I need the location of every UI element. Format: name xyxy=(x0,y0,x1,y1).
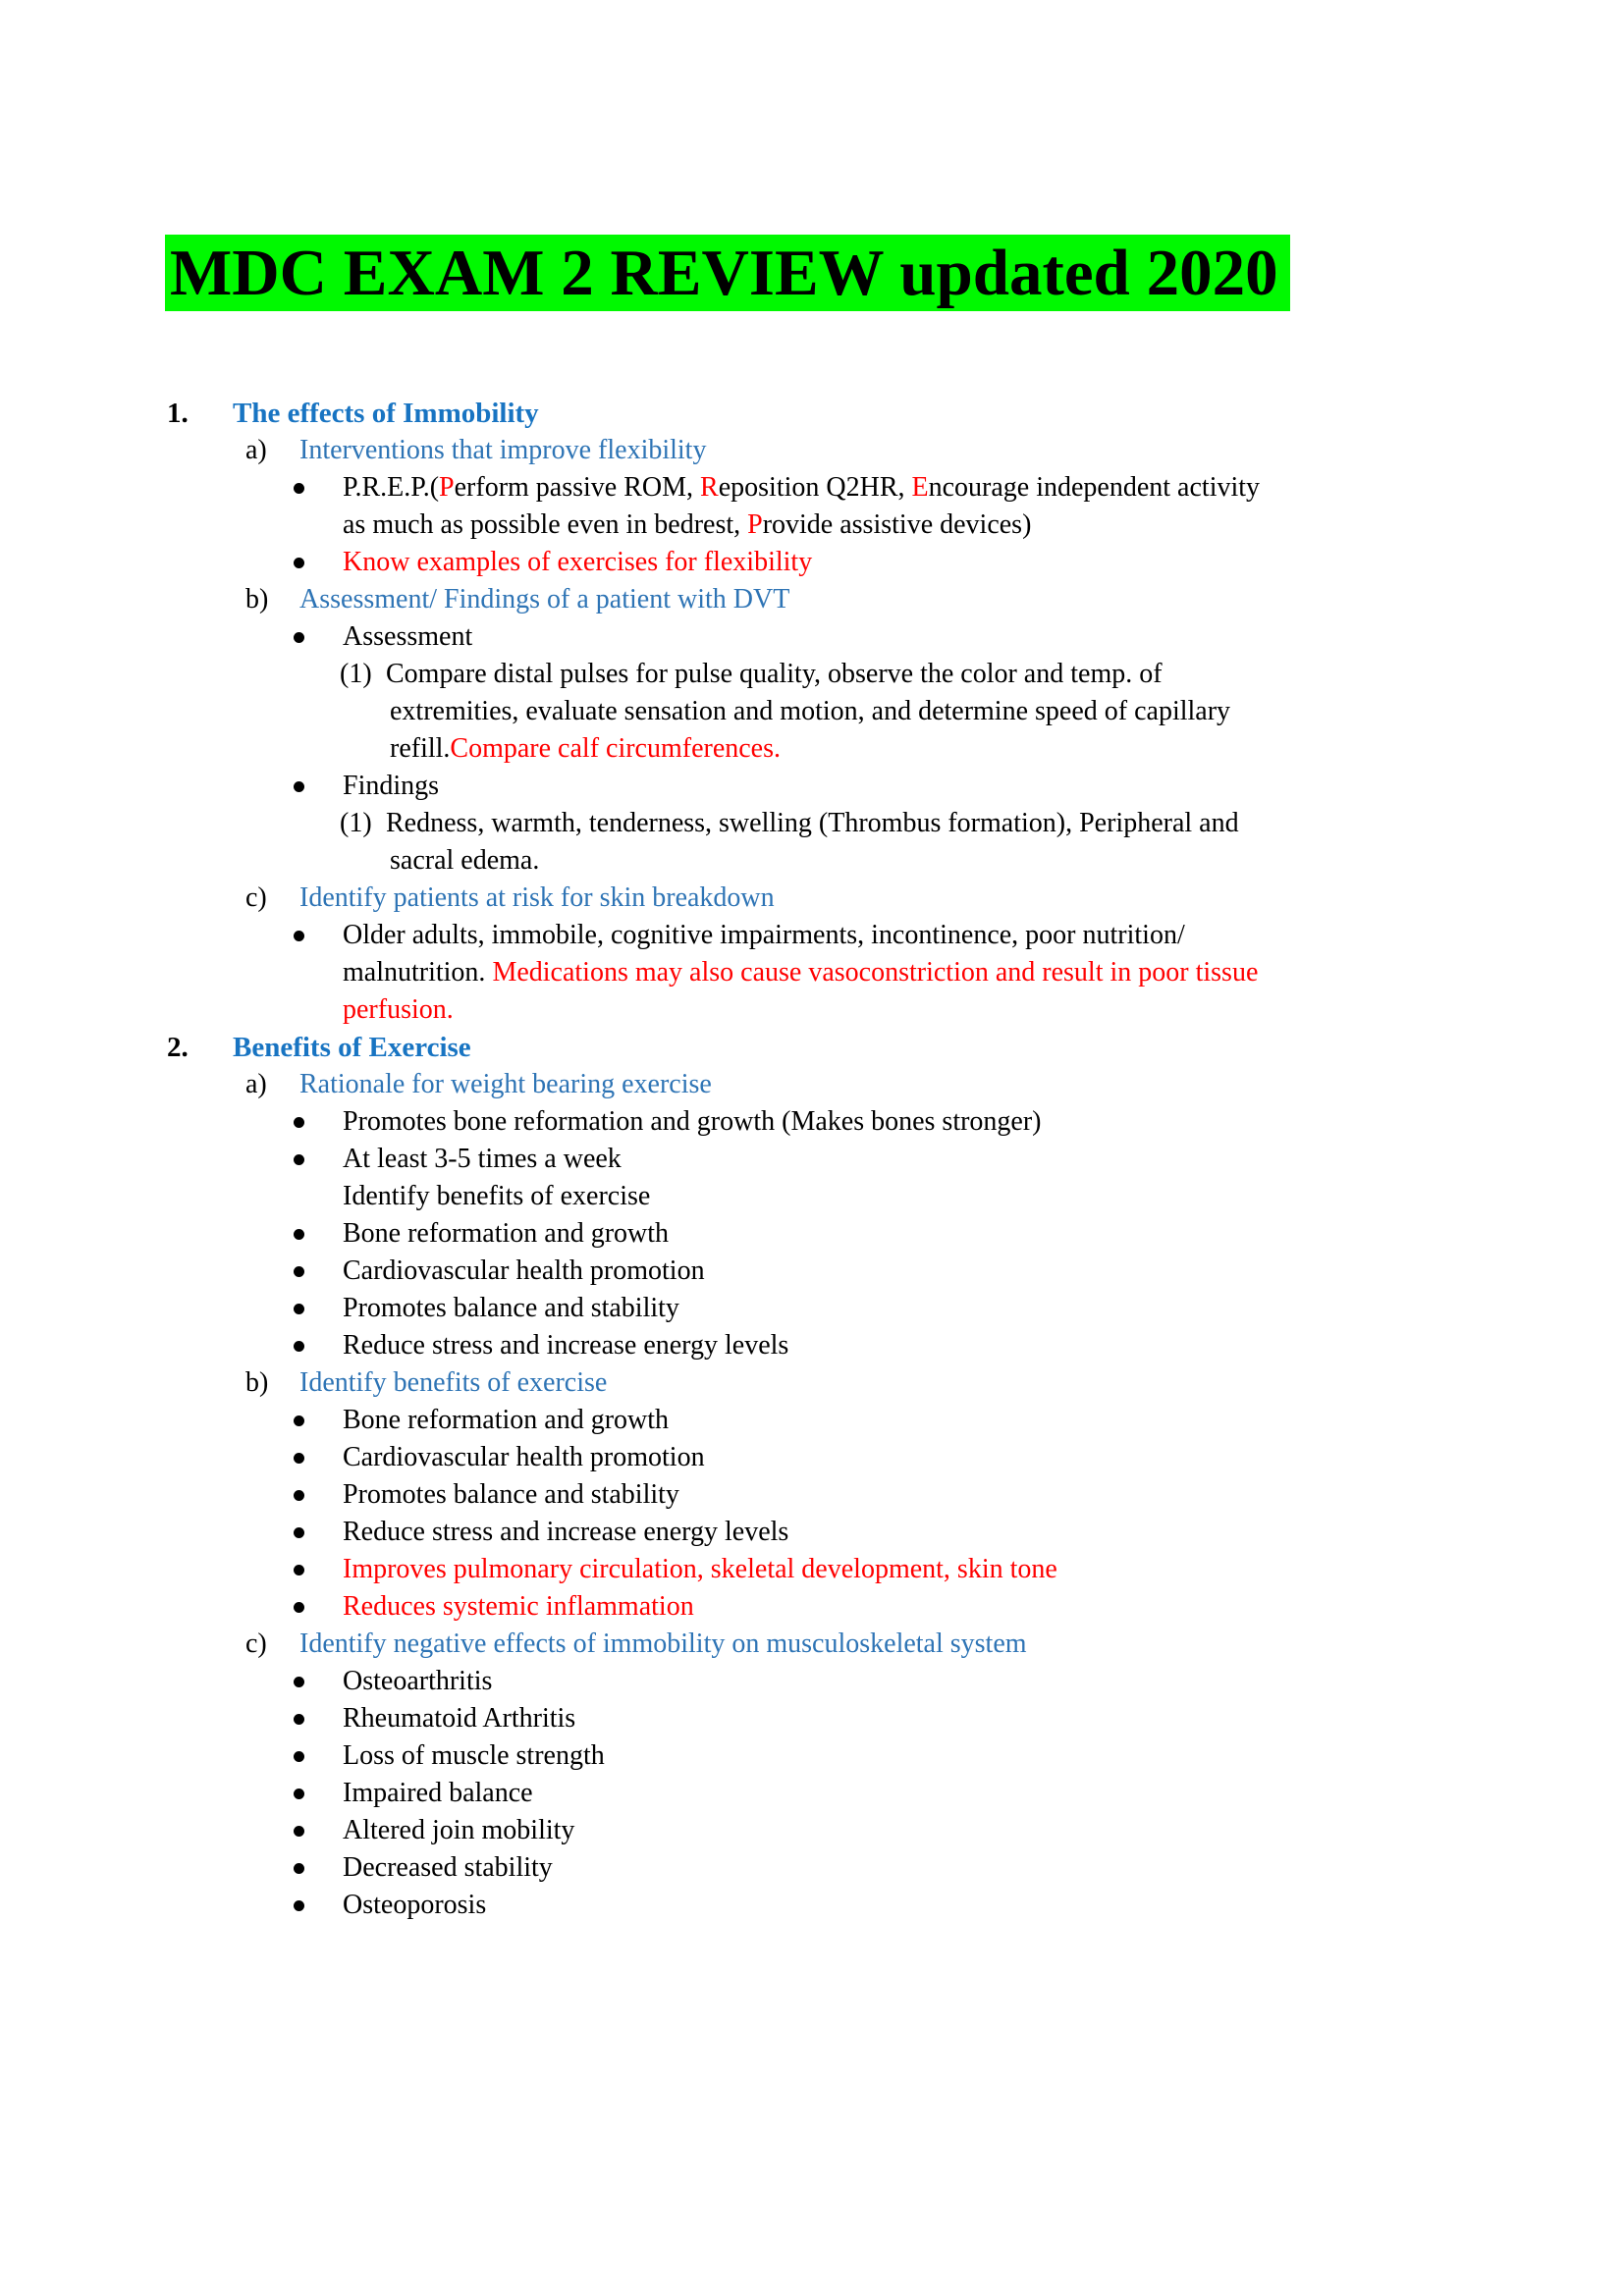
bullet-item-row xyxy=(0,1141,1624,1178)
item-continuation-row xyxy=(0,842,1624,880)
text-run-red: P xyxy=(439,472,455,503)
list-marker: b) xyxy=(245,1367,269,1398)
subsection-heading-row xyxy=(0,1364,1624,1402)
bullet-icon xyxy=(294,1677,304,1687)
text-run-red: perfusion. xyxy=(343,994,454,1025)
row-text xyxy=(386,805,1239,842)
text-run-red: Medications may also cause vasoconstriction and result in poor tissue xyxy=(492,957,1259,988)
row-text xyxy=(343,1849,553,1887)
row-text xyxy=(343,991,454,1029)
text-run-red: P xyxy=(747,509,763,540)
text-run-red: Compare calf circumferences. xyxy=(450,733,782,764)
bullet-icon xyxy=(294,483,304,494)
text-run: Cardiovascular health promotion xyxy=(343,1255,705,1286)
subsection-heading-row xyxy=(0,1066,1624,1103)
subsection-heading-row xyxy=(0,880,1624,917)
text-run: The effects of Immobility xyxy=(233,398,539,429)
bullet-icon xyxy=(294,1341,304,1352)
document-title-text: MDC EXAM 2 REVIEW updated 2020 xyxy=(165,235,1290,311)
text-run: extremities, evaluate sensation and motion, and determine speed of capillary xyxy=(390,696,1231,726)
text-run-red: Improves pulmonary circulation, skeletal development, skin tone xyxy=(343,1554,1057,1584)
row-text xyxy=(233,1029,471,1066)
row-text xyxy=(390,730,781,768)
text-run: Assessment xyxy=(343,621,473,652)
bullet-item-row xyxy=(0,1588,1624,1626)
row-text xyxy=(299,880,775,917)
row-text xyxy=(386,656,1163,693)
bullet-icon xyxy=(294,1565,304,1575)
row-text xyxy=(343,1402,669,1439)
bullet-icon xyxy=(294,1490,304,1501)
text-run-red: Know examples of exercises for flexibility xyxy=(343,547,813,577)
bullet-icon xyxy=(294,1117,304,1128)
row-text xyxy=(343,1812,574,1849)
row-text xyxy=(390,693,1230,730)
row-text xyxy=(299,1066,712,1103)
row-text xyxy=(343,1327,788,1364)
numbered-item-row xyxy=(0,656,1624,693)
text-run-red: R xyxy=(700,472,719,503)
text-run: Interventions that improve flexibility xyxy=(299,435,707,465)
row-text xyxy=(343,1588,694,1626)
text-run: erform passive ROM, xyxy=(454,472,701,503)
text-run: Bone reformation and growth xyxy=(343,1218,670,1249)
text-run: Altered join mobility xyxy=(343,1815,575,1845)
text-run: Decreased stability xyxy=(343,1852,553,1883)
text-run: as much as possible even in bedrest, xyxy=(343,509,748,540)
row-text xyxy=(343,917,1185,954)
row-text xyxy=(299,1364,607,1402)
text-run: rovide assistive devices) xyxy=(762,509,1032,540)
list-marker: a) xyxy=(245,435,267,465)
item-continuation-row xyxy=(0,954,1624,991)
list-marker: (1) xyxy=(340,808,372,838)
text-run: Rheumatoid Arthritis xyxy=(343,1703,576,1734)
text-run: Redness, warmth, tenderness, swelling (Thrombus formation), Peripheral and xyxy=(386,808,1239,838)
row-text xyxy=(390,842,539,880)
text-run: Identify benefits of exercise xyxy=(343,1181,651,1211)
bullet-icon xyxy=(294,632,304,643)
bullet-icon xyxy=(294,1415,304,1426)
row-text xyxy=(343,1476,679,1514)
text-run: Promotes bone reformation and growth (Makes bones stronger) xyxy=(343,1106,1042,1137)
row-text xyxy=(343,1290,679,1327)
row-text xyxy=(299,1626,1027,1663)
bullet-item-row xyxy=(0,1253,1624,1290)
row-text xyxy=(343,1215,669,1253)
numbered-item-row xyxy=(0,805,1624,842)
bullet-icon xyxy=(294,1863,304,1874)
row-text xyxy=(343,1141,622,1178)
row-text xyxy=(343,1551,1057,1588)
list-marker: 2. xyxy=(167,1032,189,1063)
text-run: Older adults, immobile, cognitive impairments, incontinence, poor nutrition/ xyxy=(343,920,1185,950)
bullet-item-row xyxy=(0,1327,1624,1364)
row-text xyxy=(343,507,1031,544)
bullet-item-row xyxy=(0,469,1624,507)
bullet-item-row xyxy=(0,1402,1624,1439)
text-run: Osteoporosis xyxy=(343,1890,487,1920)
row-text xyxy=(343,618,472,656)
subsection-heading-row xyxy=(0,432,1624,469)
bullet-icon xyxy=(294,1789,304,1799)
row-text xyxy=(233,395,539,432)
bullet-icon xyxy=(294,931,304,941)
bullet-item-row xyxy=(0,768,1624,805)
bullet-item-row xyxy=(0,1514,1624,1551)
section-heading-row xyxy=(0,1029,1624,1066)
row-text xyxy=(343,768,439,805)
row-text xyxy=(343,544,812,581)
bullet-item-row xyxy=(0,1103,1624,1141)
text-run: Reduce stress and increase energy levels xyxy=(343,1330,789,1361)
text-run: eposition Q2HR, xyxy=(718,472,912,503)
text-run: Benefits of Exercise xyxy=(233,1032,471,1063)
subsection-heading-row xyxy=(0,1626,1624,1663)
text-run: Bone reformation and growth xyxy=(343,1405,670,1435)
row-text xyxy=(343,1178,650,1215)
text-run: ncourage independent activity xyxy=(928,472,1261,503)
text-run: refill. xyxy=(390,733,451,764)
list-marker: c) xyxy=(245,1629,267,1659)
bullet-item-row xyxy=(0,1290,1624,1327)
bullet-item-row xyxy=(0,1551,1624,1588)
bullet-icon xyxy=(294,781,304,792)
row-text xyxy=(343,1775,533,1812)
section-heading-row xyxy=(0,395,1624,432)
text-run: Assessment/ Findings of a patient with DVT xyxy=(299,584,790,614)
list-marker: b) xyxy=(245,584,269,614)
bullet-icon xyxy=(294,1714,304,1725)
text-run: Compare distal pulses for pulse quality, observe the color and temp. of xyxy=(386,659,1163,689)
text-run: Cardiovascular health promotion xyxy=(343,1442,705,1472)
text-run-red: E xyxy=(911,472,929,503)
bullet-item-row xyxy=(0,1887,1624,1924)
bullet-icon xyxy=(294,1229,304,1240)
bullet-item-row xyxy=(0,1812,1624,1849)
bullet-item-row xyxy=(0,1775,1624,1812)
row-text xyxy=(299,432,706,469)
text-run: P.R.E.P.( xyxy=(343,472,440,503)
bullet-icon xyxy=(294,1266,304,1277)
text-run: Osteoarthritis xyxy=(343,1666,493,1696)
text-run: Promotes balance and stability xyxy=(343,1479,679,1510)
bullet-item-row xyxy=(0,1700,1624,1737)
bullet-item-row xyxy=(0,1215,1624,1253)
bullet-icon xyxy=(294,1900,304,1911)
list-marker: c) xyxy=(245,882,267,913)
text-run: sacral edema. xyxy=(390,845,540,876)
text-run: Impaired balance xyxy=(343,1778,533,1808)
list-marker: (1) xyxy=(340,659,372,689)
bullet-item-row xyxy=(0,544,1624,581)
row-text xyxy=(343,1700,575,1737)
row-text xyxy=(343,1103,1042,1141)
list-marker: 1. xyxy=(167,398,189,429)
text-run: At least 3-5 times a week xyxy=(343,1144,622,1174)
bullet-icon xyxy=(294,558,304,568)
row-text xyxy=(343,1514,788,1551)
row-text xyxy=(343,954,1258,991)
item-continuation-row xyxy=(0,991,1624,1029)
row-text xyxy=(343,1253,705,1290)
bullet-icon xyxy=(294,1304,304,1314)
row-text xyxy=(343,1887,486,1924)
bullet-icon xyxy=(294,1751,304,1762)
text-run: Identify negative effects of immobility on musculoskeletal system xyxy=(299,1629,1027,1659)
text-run: Promotes balance and stability xyxy=(343,1293,679,1323)
bullet-icon xyxy=(294,1527,304,1538)
outline xyxy=(0,395,1624,1924)
item-continuation-row xyxy=(0,693,1624,730)
bullet-item-row xyxy=(0,1439,1624,1476)
item-continuation-row xyxy=(0,1178,1624,1215)
text-run-red: Reduces systemic inflammation xyxy=(343,1591,694,1622)
text-run: Identify patients at risk for skin breakdown xyxy=(299,882,775,913)
text-run: malnutrition. xyxy=(343,957,493,988)
bullet-icon xyxy=(294,1453,304,1464)
bullet-item-row xyxy=(0,1737,1624,1775)
row-text xyxy=(343,469,1260,507)
bullet-item-row xyxy=(0,618,1624,656)
text-run: Identify benefits of exercise xyxy=(299,1367,608,1398)
bullet-item-row xyxy=(0,917,1624,954)
item-continuation-row xyxy=(0,507,1624,544)
document-title xyxy=(165,235,1290,311)
subsection-heading-row xyxy=(0,581,1624,618)
text-run: Reduce stress and increase energy levels xyxy=(343,1517,789,1547)
bullet-item-row xyxy=(0,1476,1624,1514)
bullet-item-row xyxy=(0,1849,1624,1887)
list-marker: a) xyxy=(245,1069,267,1099)
bullet-item-row xyxy=(0,1663,1624,1700)
row-text xyxy=(299,581,789,618)
text-run: Loss of muscle strength xyxy=(343,1740,605,1771)
bullet-icon xyxy=(294,1154,304,1165)
row-text xyxy=(343,1439,705,1476)
bullet-icon xyxy=(294,1826,304,1837)
row-text xyxy=(343,1663,492,1700)
bullet-icon xyxy=(294,1602,304,1613)
text-run: Findings xyxy=(343,771,440,801)
row-text xyxy=(343,1737,605,1775)
text-run: Rationale for weight bearing exercise xyxy=(299,1069,712,1099)
item-continuation-row xyxy=(0,730,1624,768)
